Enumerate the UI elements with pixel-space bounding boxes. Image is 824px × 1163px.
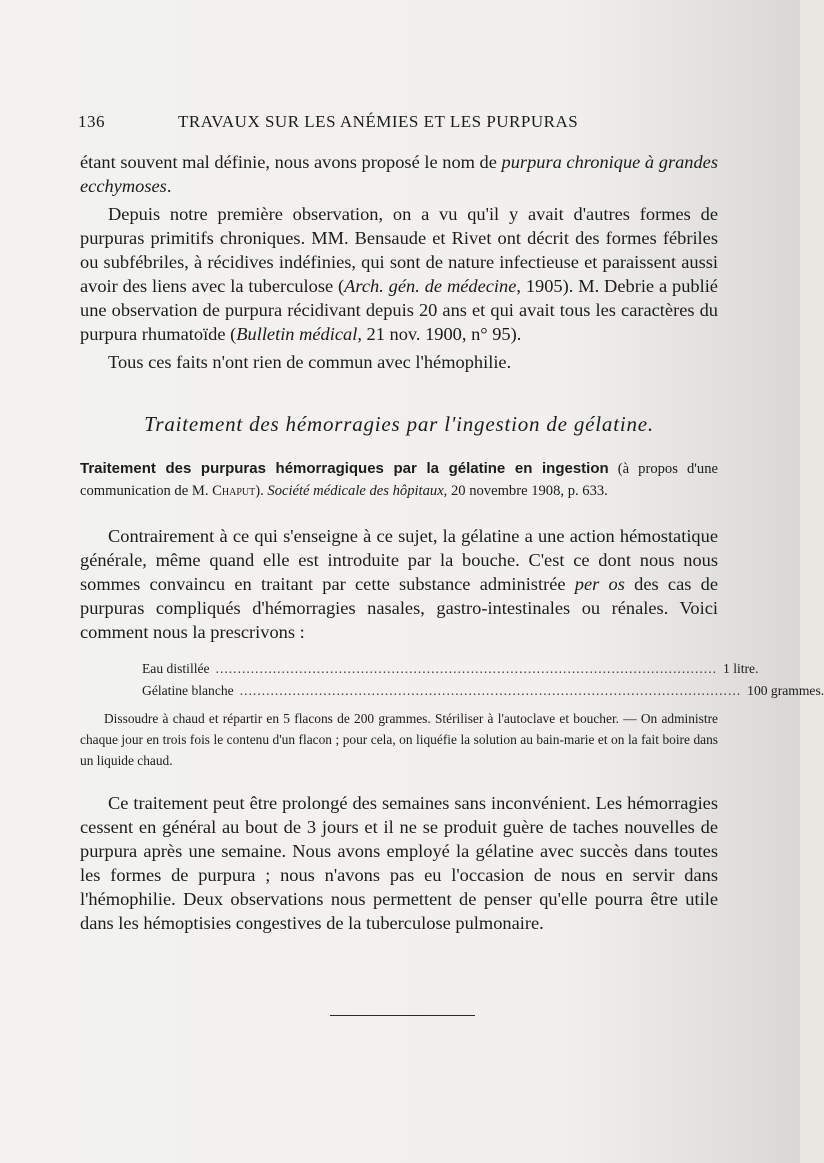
paragraph-continuation <box>80 150 718 198</box>
paragraph-hemophilia: Tous ces faits n'ont rien de commun avec l'hémophilie. <box>108 352 512 372</box>
prescription-instructions: Dissoudre à chaud et répartir en 5 flacons de 200 grammes. Stériliser à l'autoclave et boucher. — On administre chaque jour en trois fois le contenu d'un flacon ; pour cela, on liquéfie la solution au bain-marie et on la fait boire dans un liquide chaud. <box>80 711 718 768</box>
section-end-rule <box>330 1015 475 1016</box>
reference-author: Chaput <box>212 483 256 499</box>
text-run: . <box>166 176 172 196</box>
prescription-row <box>80 658 759 680</box>
section-title: Traitement des hémorragies par l'ingestion de gélatine. <box>144 412 654 436</box>
page-number: 136 <box>78 112 105 131</box>
paragraph-treatment-results: Ce traitement peut être prolongé des semaines sans inconvénient. Les hémorragies cessent en général au bout de 3 jours et il ne se produit guère de taches nouvelles de purpura après une semaine. Nous avons employé la gélatine avec succès dans toutes les formes de purpura ; nous n'avons pas eu l'occasion de nous en servir dans l'hémophilie. Deux observations nous permettent de penser qu'elle pourra être utile dans les hémoptisies congestives de la tuberculose pulmonaire. <box>80 793 718 933</box>
prescription <box>80 658 824 771</box>
italic-term: purpura chronique à grandes ecchymoses <box>80 152 719 196</box>
leader-dots: .................................................................................................................. <box>215 661 717 676</box>
text-run: Contrairement à ce qui s'enseigne à ce sujet, la gélatine a une action hémostatique générale, même quand elle est introduite par la bouche. C'est ce dont nous nous sommes convaincu en traitant par cette substance administrée <box>80 526 718 594</box>
ingredient-quantity: 100 grammes. <box>747 683 824 698</box>
ingredient-name: Eau distillée <box>142 661 210 676</box>
text-run: étant souvent mal définie, nous avons proposé le nom de <box>80 152 502 172</box>
italic-citation: Bulletin médical <box>236 324 358 344</box>
running-title: TRAVAUX SUR LES ANÉMIES ET LES PURPURAS <box>178 112 579 131</box>
paragraph-gelatin-action <box>80 524 718 644</box>
reference-title: Traitement des purpuras hémorragiques par la gélatine en ingestion <box>80 460 609 477</box>
ingredient-name: Gélatine blanche <box>142 683 234 698</box>
text-run: Depuis notre première observation, on a vu qu'il y avait d'autres formes de purpuras primitifs chroniques. MM. Bensaude et Rivet ont décrit des formes fébriles ou subfébriles, à récidives indéfinies, qui sont de nature infectieuse et paraissent aussi avoir des liens avec la tuberculose ( <box>80 204 718 296</box>
text-run: ). <box>255 483 268 499</box>
text-run: , 1905). M. Debrie a publié une observation de purpura récidivant depuis 20 ans et qui avait tous les caractères du purpura rhumatoïde ( <box>80 276 718 344</box>
text-run: (à propos d'une communication de M. <box>80 461 718 499</box>
text-run: , 21 nov. 1900, n° 95). <box>357 324 522 344</box>
leader-dots: .................................................................................................................. <box>239 683 742 698</box>
text-run: , 20 novembre 1908, p. 633. <box>443 483 608 499</box>
italic-term: per os <box>574 574 625 594</box>
page-body <box>80 150 824 935</box>
italic-citation: Arch. gén. de médecine <box>344 276 517 296</box>
text-run: des cas de purpuras compliqués d'hémorragies nasales, gastro-intestinales ou rénales. Voici comment nous la prescrivons : <box>80 574 718 642</box>
reference-journal: Société médicale des hôpitaux <box>267 483 444 499</box>
prescription-row <box>80 680 824 702</box>
reference-entry <box>80 458 718 502</box>
ingredient-quantity: 1 litre. <box>723 661 759 676</box>
paragraph-other-forms <box>80 202 718 346</box>
